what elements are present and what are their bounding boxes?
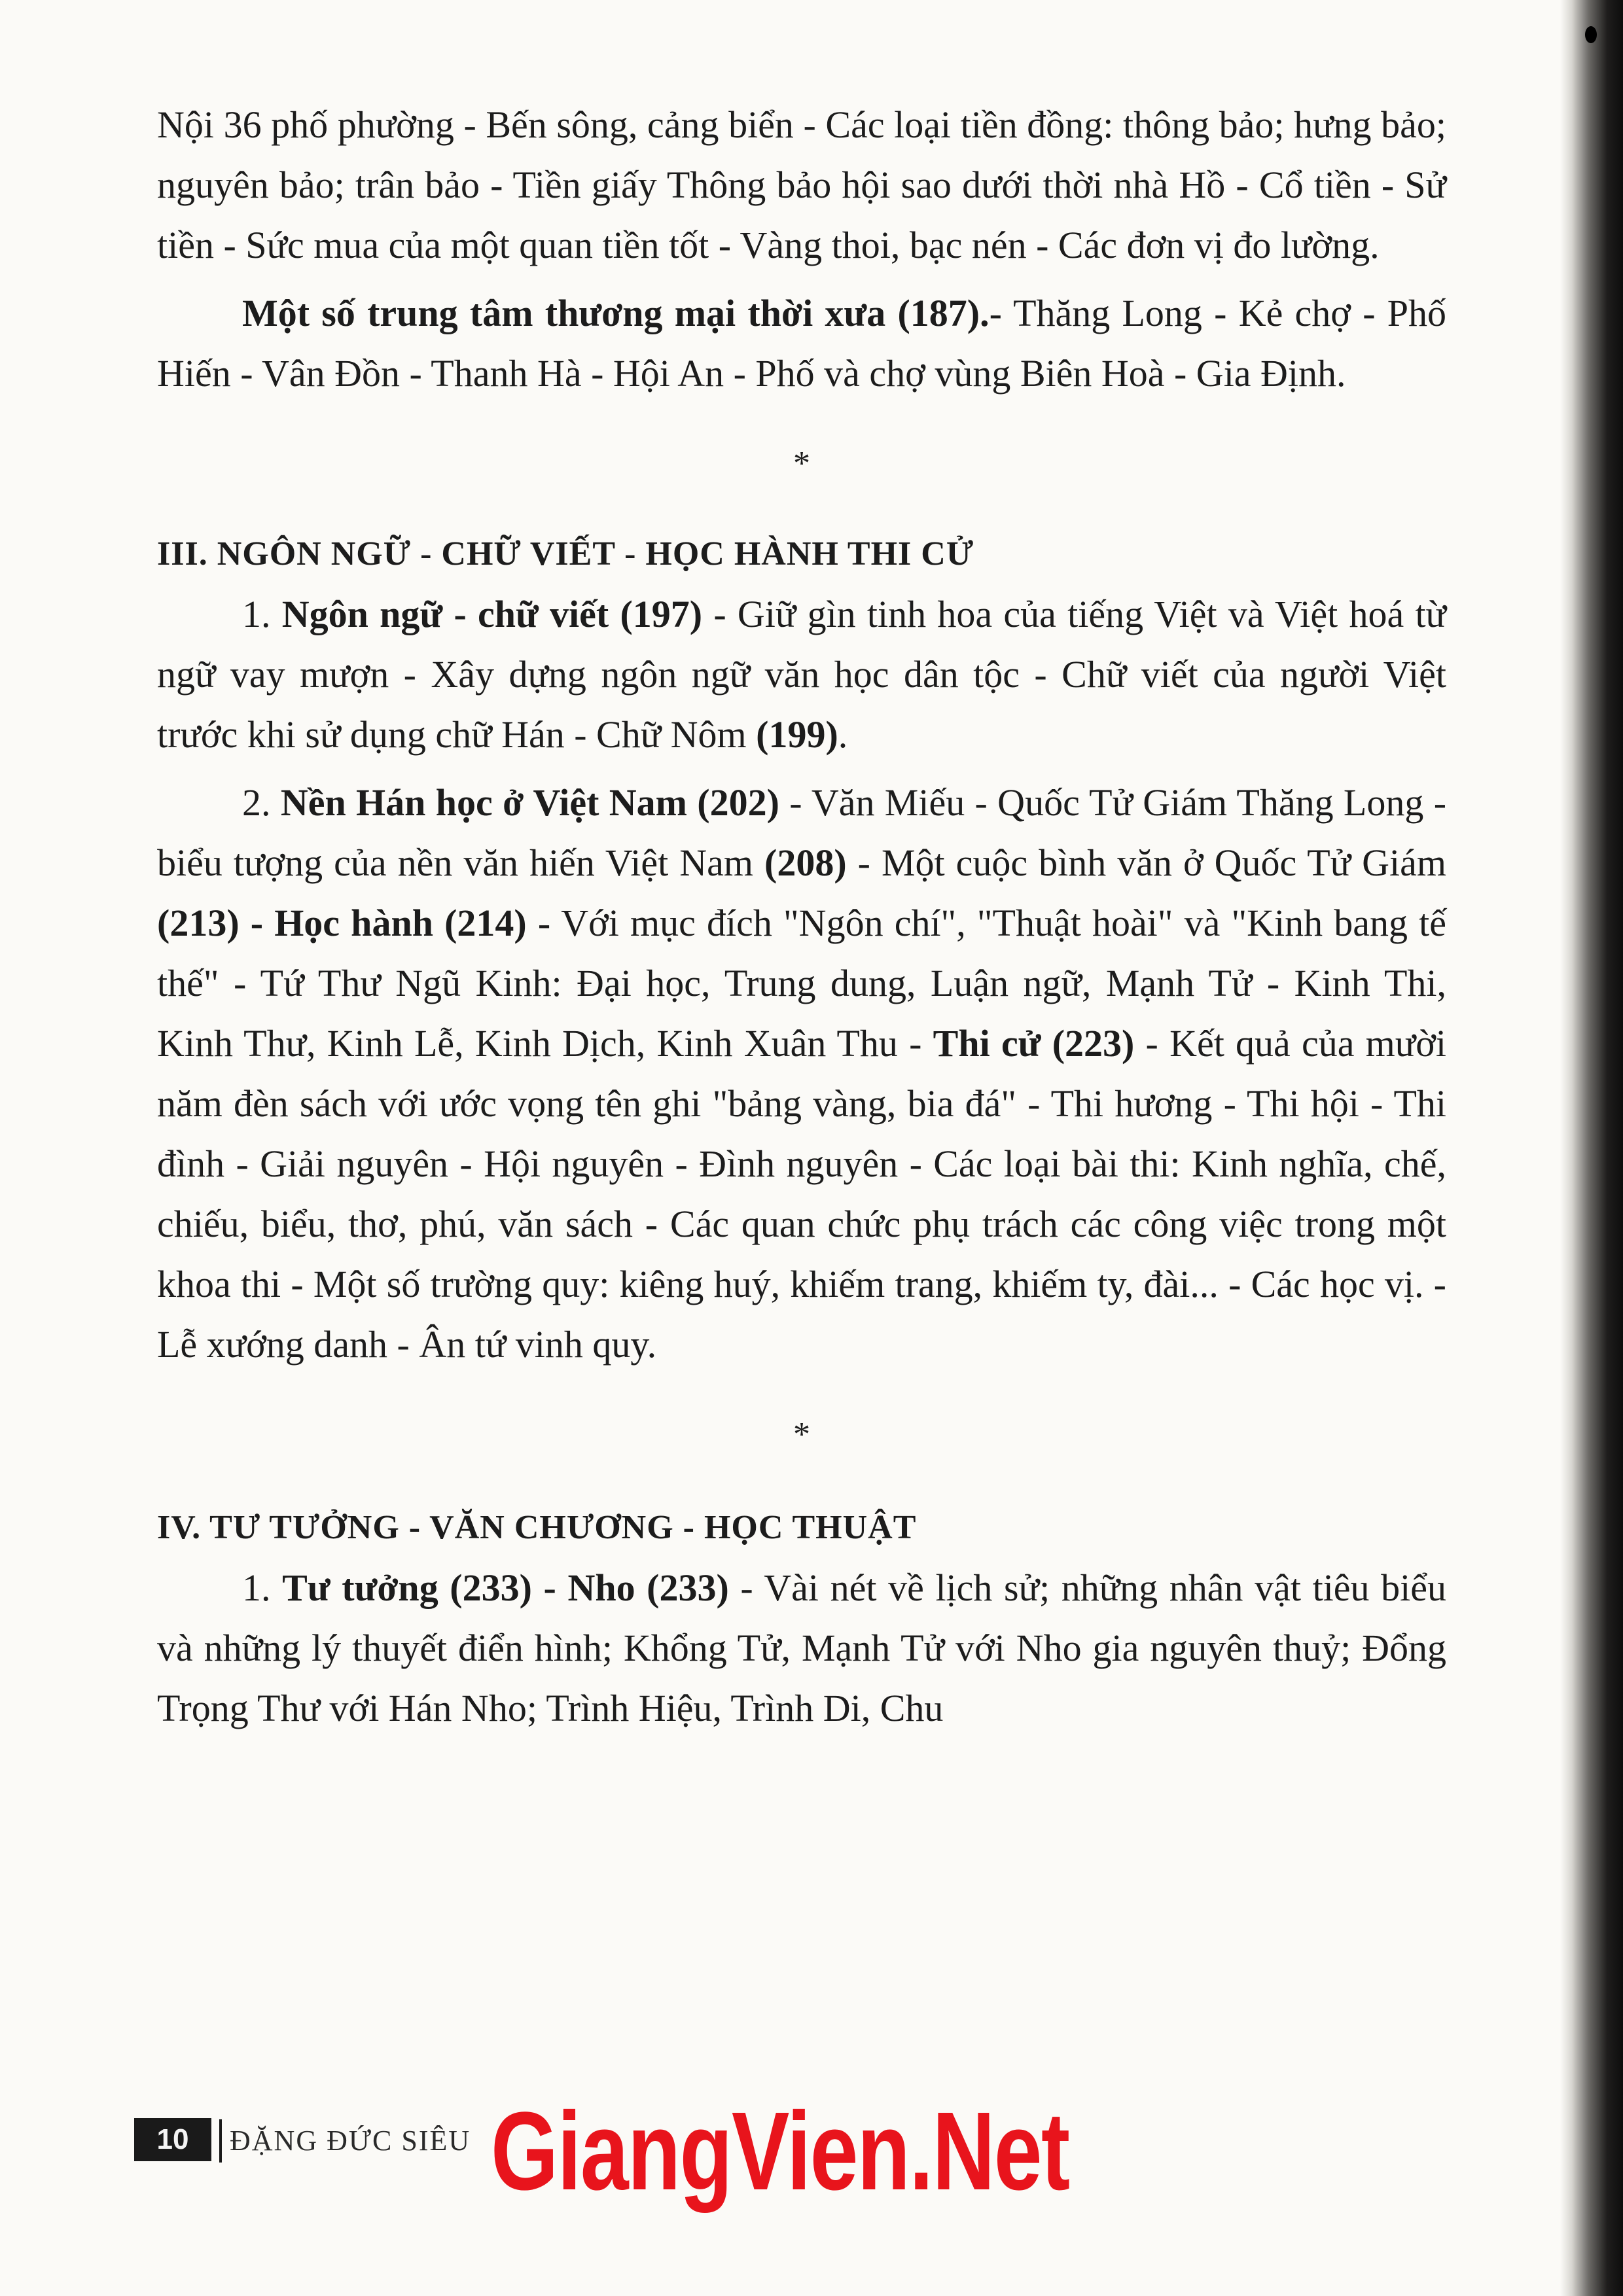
section-heading-thought: IV. TƯ TƯỞNG - VĂN CHƯƠNG - HỌC THUẬT [157, 1509, 917, 1546]
paragraph-language [157, 584, 1446, 765]
han-studies-ref-1: (208) [764, 841, 847, 884]
han-studies-ref-2: (213) - Học hành (214) [157, 902, 527, 944]
section-heading-language: III. NGÔN NGỮ - CHỮ VIẾT - HỌC HÀNH THI CỬ [157, 535, 974, 573]
separator-star-1: * [793, 445, 810, 482]
page-number: 10 [134, 2118, 211, 2161]
trade-centers-text: - Thăng Long - Kẻ chợ - Phố Hiến - Vân Đồn - Thanh Hà - Hội An - Phố và chợ vùng Biên Hoà - Gia Định. [157, 292, 1447, 395]
language-text: - Giữ gìn tinh hoa của tiếng Việt và Việt hoá từ ngữ vay mượn - Xây dựng ngôn ngữ văn học dân tộc - Chữ viết của người Việt trước khi sử dụng chữ Hán - Chữ Nôm [157, 593, 1446, 756]
page-footer [134, 2089, 1443, 2214]
paragraph-commerce: Nội 36 phố phường - Bến sông, cảng biển - Các loại tiền đồng: thông bảo; hưng bảo; nguyên bảo; trân bảo - Tiền giấy Thông bảo hội sao dưới thời nhà Hồ - Cổ tiền - Sử tiền - Sức mua của một quan tiền tốt - Vàng thoi, bạc nén - Các đơn vị đo lường. [157, 103, 1446, 266]
language-title: Ngôn ngữ - chữ viết (197) [281, 593, 703, 635]
thought-title: Tư tưởng (233) - Nho (233) [282, 1566, 729, 1609]
language-page-ref: (199) [756, 713, 838, 756]
author-name: ĐẶNG ĐỨC SIÊU [219, 2119, 471, 2163]
language-end: . [838, 713, 848, 756]
han-studies-text-3: - Với mục đích "Ngôn chí", "Thuật hoài" và "Kinh bang tế thế" - Tứ Thư Ngũ Kinh: Đại học, Trung dung, Luận ngữ, Mạnh Tử - Kinh Thi, Kinh Thư, Kinh Lễ, Kinh Dịch, Kinh Xuân Thu - [157, 902, 1447, 1065]
page-body [157, 95, 1446, 1739]
spine-mark [1585, 26, 1597, 43]
exams-title: Thi cử (223) [933, 1022, 1135, 1065]
item-number: 1. [242, 593, 282, 635]
trade-centers-title: Một số trung tâm thương mại thời xưa (187). [242, 292, 990, 334]
paragraph-trade-centers [157, 283, 1446, 404]
thought-text: - Vài nét về lịch sử; những nhân vật tiêu biểu và những lý thuyết điển hình; Khổng Tử, Mạnh Tử với Nho gia nguyên thuỷ; Đổng Trọng Thư với Hán Nho; Trình Hiệu, Trình Di, Chu [157, 1566, 1447, 1729]
item-number: 1. [242, 1566, 283, 1609]
han-studies-title: Nền Hán học ở Việt Nam (202) [280, 781, 779, 824]
han-studies-text-2: - Một cuộc bình văn ở Quốc Tử Giám [846, 841, 1446, 884]
separator-star-2: * [793, 1416, 810, 1453]
book-spine-shadow [1560, 0, 1623, 2296]
paragraph-thought [157, 1558, 1446, 1739]
paragraph-han-studies [157, 773, 1446, 1375]
han-studies-text-1: - Văn Miếu - Quốc Tử Giám Thăng Long - biểu tượng của nền văn hiến Việt Nam [157, 781, 1447, 884]
exams-text: - Kết quả của mười năm đèn sách với ước vọng tên ghi "bảng vàng, bia đá" - Thi hương - Thi hội - Thi đình - Giải nguyên - Hội nguyên - Đình nguyên - Các loại bài thi: Kinh nghĩa, chế, chiếu, biểu, thơ, phú, văn sách - Các quan chức phụ trách các công việc trong một khoa thi - Một số trường quy: kiêng huý, khiếm trang, khiếm ty, đài... - Các học vị. - Lễ xướng danh - Ân tứ vinh quy. [157, 1022, 1447, 1366]
watermark-logo: GiangVien.Net [491, 2089, 1069, 2214]
item-number: 2. [242, 781, 281, 824]
